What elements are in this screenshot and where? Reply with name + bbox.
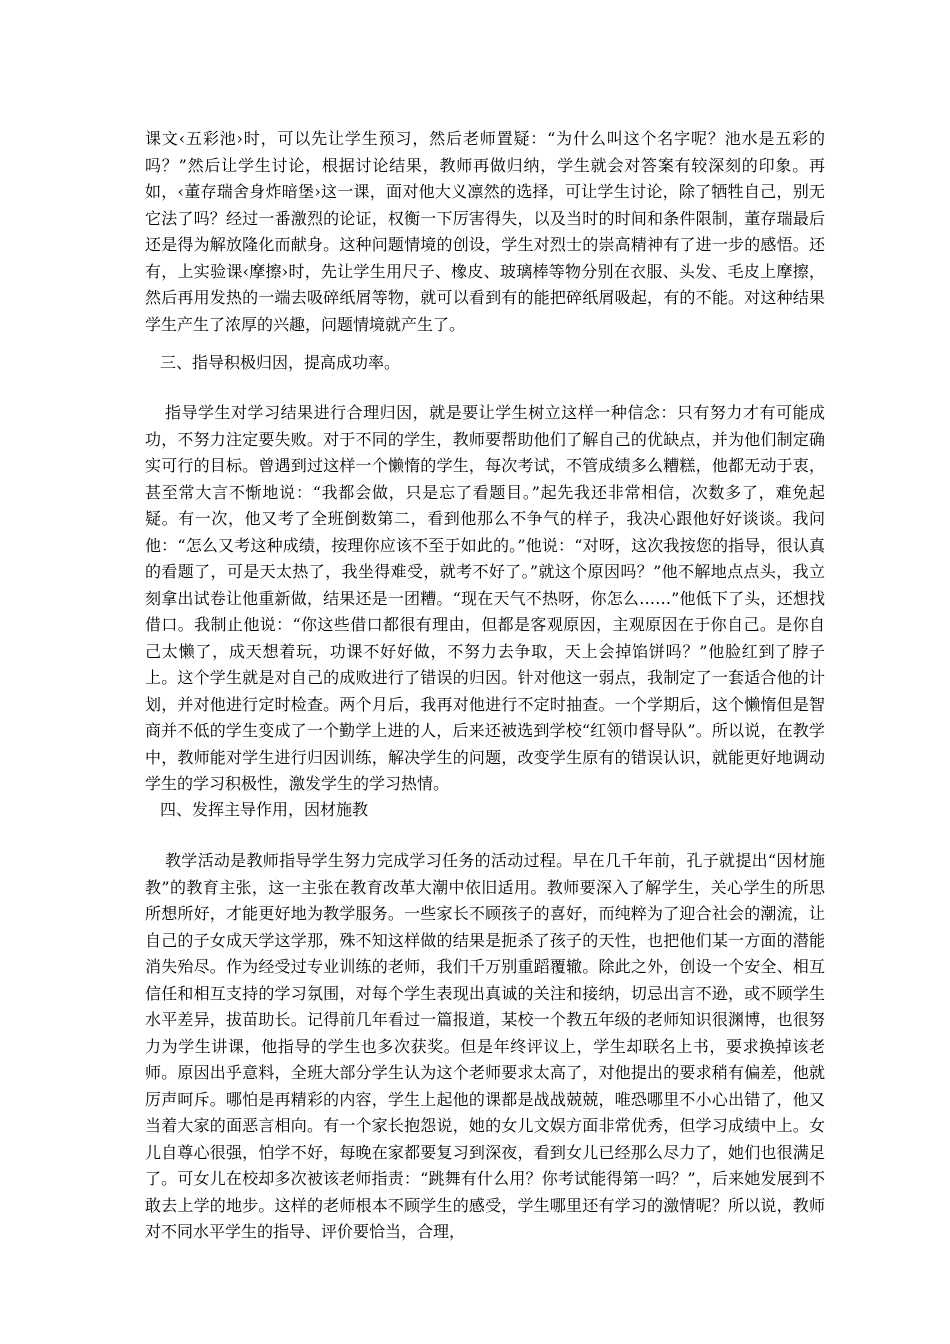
section-heading-3: 三、指导积极归因，提高成功率。 — [160, 353, 401, 372]
paragraph-3: 教学活动是教师指导学生努力完成学习任务的活动过程。早在几千年前，孔子就提出“因材施教”的教育主张，这一主张在教育改革大潮中依旧适用。教师要深入了解学生，关心学生的所思所想所好，才能更好地为教学服务。一些家长不顾孩子的喜好，而纯粹为了迎合社会的潮流，让自己的子女成天学这学那，殊不知这样做的结果是扼杀了孩子的天性，也把他们某一方面的潜能消失殆尽。作为经受过专业训练的老师，我们千万别重蹈覆辙。除此之外，创设一个安全、相互信任和相互支持的学习氛围，对每个学生表现出真诚的关注和接纳，切忌出言不逊，或不顾学生水平差异，拔苗助长。记得前几年看过一篇报道，某校一个教五年级的老师知识很渊博，也很努力为学生讲课，他指导的学生也多次获奖。但是年终评议上，学生却联名上书，要求换掉该老师。原因出乎意料，全班大部分学生认为这个老师要求太高了，对他提出的要求稍有偏差，他就厉声呵斥。哪怕是再精彩的内容，学生上起他的课都是战战兢兢，唯恐哪里不小心出错了，他又当着大家的面恶言相向。有一个家长抱怨说，她的女儿文娱方面非常优秀，但学习成绩中上。女儿自尊心很强，怕学不好，每晚在家都要复习到深夜，看到女儿已经那么尽力了，她们也很满足了。可女儿在校却多次被该老师指责：“跳舞有什么用？你考试能得第一吗？”，后来她发展到不敢去上学的地步。这样的老师根本不顾学生的感受，学生哪里还有学习的激情呢？所以说，教师对不同水平学生的指导、评价要恰当，合理， — [145, 851, 825, 1241]
paragraph-2: 指导学生对学习结果进行合理归因，就是要让学生树立这样一种信念：只有努力才有可能成功，不努力注定要失败。对于不同的学生，教师要帮助他们了解自己的优缺点，并为他们制定确实可行的目标。曾遇到过这样一个懒惰的学生，每次考试，不管成绩多么糟糕，他都无动于衷，甚至常大言不惭地说：“我都会做，只是忘了看题目。”起先我还非常相信，次数多了，难免起疑。有一次，他又考了全班倒数第二，看到他那么不争气的样子，我决心跟他好好谈谈。我问他：“怎么又考这种成绩，按理你应该不至于如此的。”他说：“对呀，这次我按您的指导，很认真的看题了，可是天太热了，我坐得难受，就考不好了。”就这个原因吗？”他不解地点点头，我立刻拿出试卷让他重新做，结果还是一团糟。“现在天气不热呀，你怎么……”他低下了头，还想找借口。我制止他说：“你这些借口都很有理由，但都是客观原因，主观原因在于你自己。是你自己太懒了，成天想着玩，功课不好好做，不努力去争取，天上会掉馅饼吗？”他脸红到了脖子上。这个学生就是对自己的成败进行了错误的归因。针对他这一弱点，我制定了一套适合他的计划，并对他进行定时检查。两个月后，我再对他进行不定时抽查。一个学期后，这个懒惰但是智商并不低的学生变成了一个勤学上进的人，后来还被选到学校“红领巾督导队”。所以说，在教学中，教师能对学生进行归因训练，解决学生的问题，改变学生原有的错误认识，就能更好地调动学生的学习积极性，激发学生的学习热情。 — [145, 403, 825, 793]
section-heading-4: 四、发挥主导作用，因材施教 — [160, 800, 369, 819]
paragraph-1: 课文‹五彩池›时，可以先让学生预习，然后老师置疑：“为什么叫这个名字呢？池水是五彩的吗？”然后让学生讨论，根据讨论结果，教师再做归纳，学生就会对答案有较深刻的印象。再如，‹董存瑞舍身炸暗堡›这一课，面对他大义凛然的选择，可让学生讨论，除了牺牲自己，别无它法了吗？经过一番激烈的论证，权衡一下厉害得失，以及当时的时间和条件限制，董存瑞最后还是得为解放隆化而献身。这种问题情境的创设，学生对烈士的崇高精神有了进一步的感悟。还有，上实验课‹摩擦›时，先让学生用尺子、橡皮、玻璃棒等物分别在衣服、头发、毛皮上摩擦，然后再用发热的一端去吸碎纸屑等物，就可以看到有的能把碎纸屑吸起，有的不能。对这种结果学生产生了浓厚的兴趣，问题情境就产生了。 — [145, 129, 825, 334]
